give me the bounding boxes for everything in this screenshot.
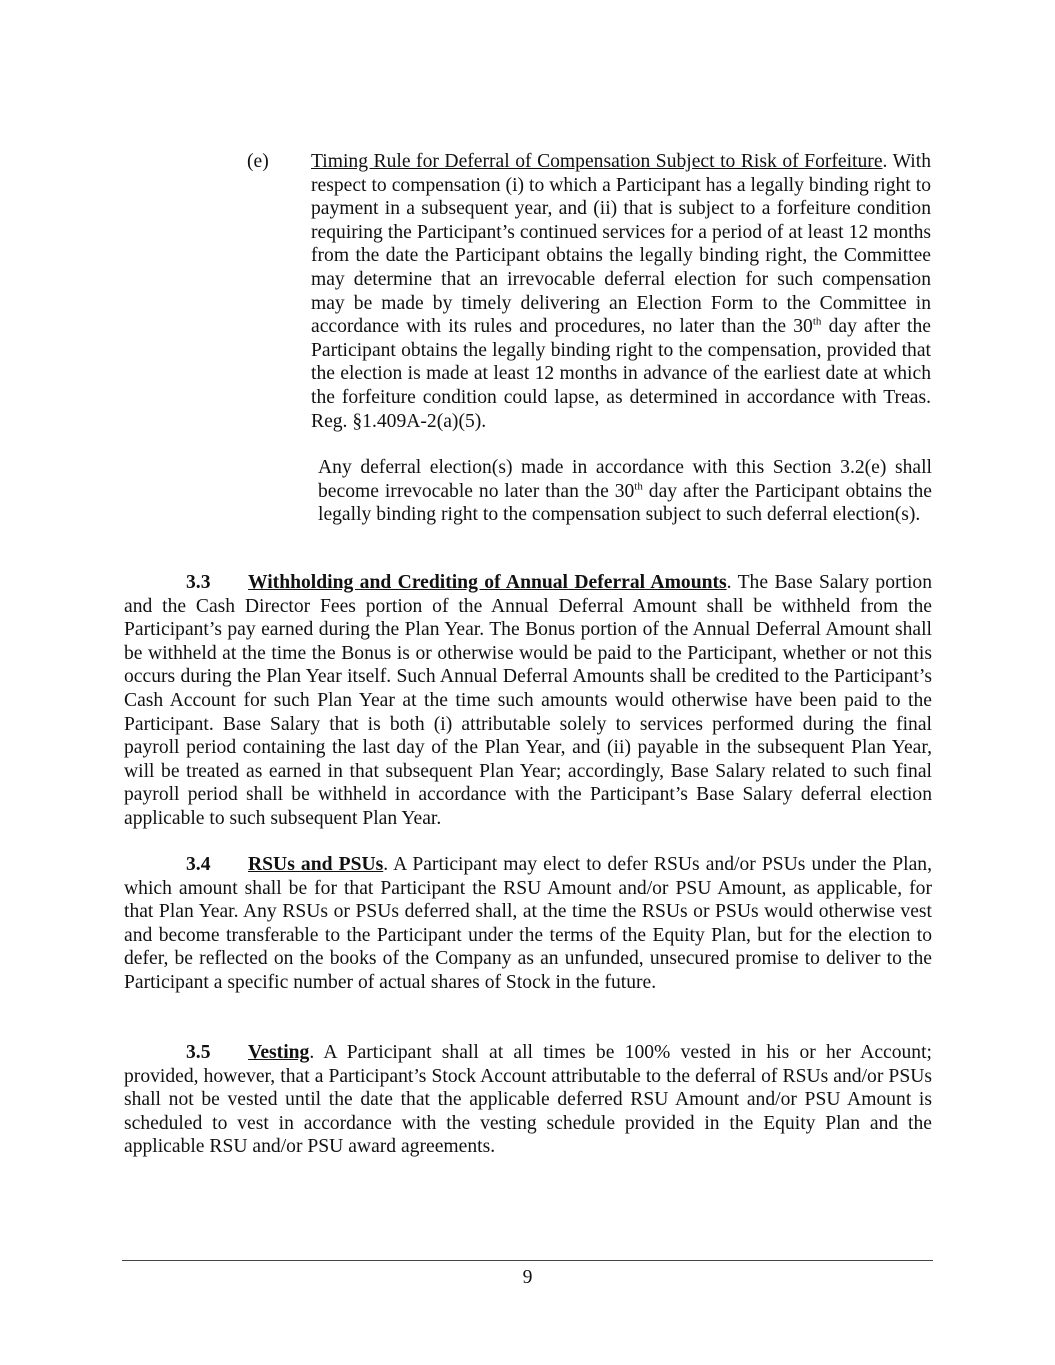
superscript-th: th xyxy=(634,480,643,493)
subsection-e-paragraph-2 xyxy=(318,456,932,527)
section-3-4 xyxy=(124,853,932,995)
paragraph-2-part2: day after the Participant obtains the legally binding right to the compensation subject to such deferral election(s). xyxy=(318,480,932,526)
footer-rule xyxy=(122,1260,933,1261)
subsection-text-part1: With respect to compensation (i) to which a Participant has a legally binding right to payment in a subsequent year, and (ii) that is subject to a forfeiture condition requiring the Participant’s continued services for a period of at least 12 months from the date the Participant obtains the legally binding right, the Committee may determine that an irrevocable deferral election for such compensation may be made by timely delivering an Election Form to the Committee in accordance with its rules and procedures, no later than the 30 xyxy=(311,151,931,338)
superscript-th: th xyxy=(812,315,822,328)
subsection-text-part2: day after the Participant obtains the legally binding right to the compensation, provided that the election is made at least 12 months in advance of the earliest date at which the forfeiture condition could lapse, as determined in accordance with Treas. Reg. §1.409A-2(a)(5). xyxy=(311,316,931,432)
subsection-e-body xyxy=(311,150,931,433)
section-body: . The Base Salary portion and the Cash Director Fees portion of the Annual Deferral Amount shall be withheld from the Participant’s pay earned during the Plan Year. The Bonus portion of the Annual Deferral Amount shall be withheld at the time the Bonus is or otherwise would be paid to the Participant, whether or not this occurs during the Plan Year itself. Such Annual Deferral Amounts shall be credited to the Participant’s Cash Account for such Plan Year at the time such amounts would otherwise have been paid to the Participant. Base Salary that is both (i) attributable solely to services performed during the final payroll period containing the last day of the Plan Year, and (ii) payable in the subsequent Plan Year, will be treated as earned in that subsequent Plan Year; accordingly, Base Salary related to such final payroll period shall be withheld in accordance with the Participant’s Base Salary deferral election applicable to such subsequent Plan Year. xyxy=(124,572,933,829)
section-heading: Withholding and Crediting of Annual Deferral Amounts xyxy=(248,572,727,593)
section-3-5 xyxy=(124,1041,932,1159)
section-body: . A Participant may elect to defer RSUs and/or PSUs under the Plan, which amount shall be for that Participant the RSU Amount and/or PSU Amount, as applicable, for that Plan Year. Any RSUs or PSUs deferred shall, at the time the RSUs or PSUs would otherwise vest and become transferable to the Participant under the terms of the Equity Plan, but for the election to defer, be reflected on the books of the Company as an unfunded, unsecured promise to deliver to the Participant a specific number of actual shares of Stock in the future. xyxy=(124,854,932,993)
section-heading: RSUs and PSUs xyxy=(248,854,384,875)
subsection-heading-period: . xyxy=(882,151,888,172)
section-3-3 xyxy=(124,571,932,831)
section-number: 3.3 xyxy=(186,572,211,593)
page-number: 9 xyxy=(522,1267,533,1288)
subsection-heading: Timing Rule for Deferral of Compensation Subject to Risk of Forfeiture xyxy=(311,151,883,172)
section-heading: Vesting xyxy=(248,1042,310,1063)
paragraph-2-part1: Any deferral election(s) made in accordance with this Section 3.2(e) shall become irrevocable no later than the 30 xyxy=(318,457,932,502)
section-number: 3.5 xyxy=(186,1042,211,1063)
section-number: 3.4 xyxy=(186,854,211,875)
subsection-label: (e) xyxy=(247,151,269,172)
section-body: . A Participant shall at all times be 100% vested in his or her Account; provided, however, that a Participant’s Stock Account attributable to the deferral of RSUs and/or PSUs shall not be vested until the date that the applicable deferred RSU Amount and/or PSU Amount is scheduled to vest in accordance with the vesting schedule provided in the Equity Plan and the applicable RSU and/or PSU award agreements. xyxy=(124,1042,932,1158)
